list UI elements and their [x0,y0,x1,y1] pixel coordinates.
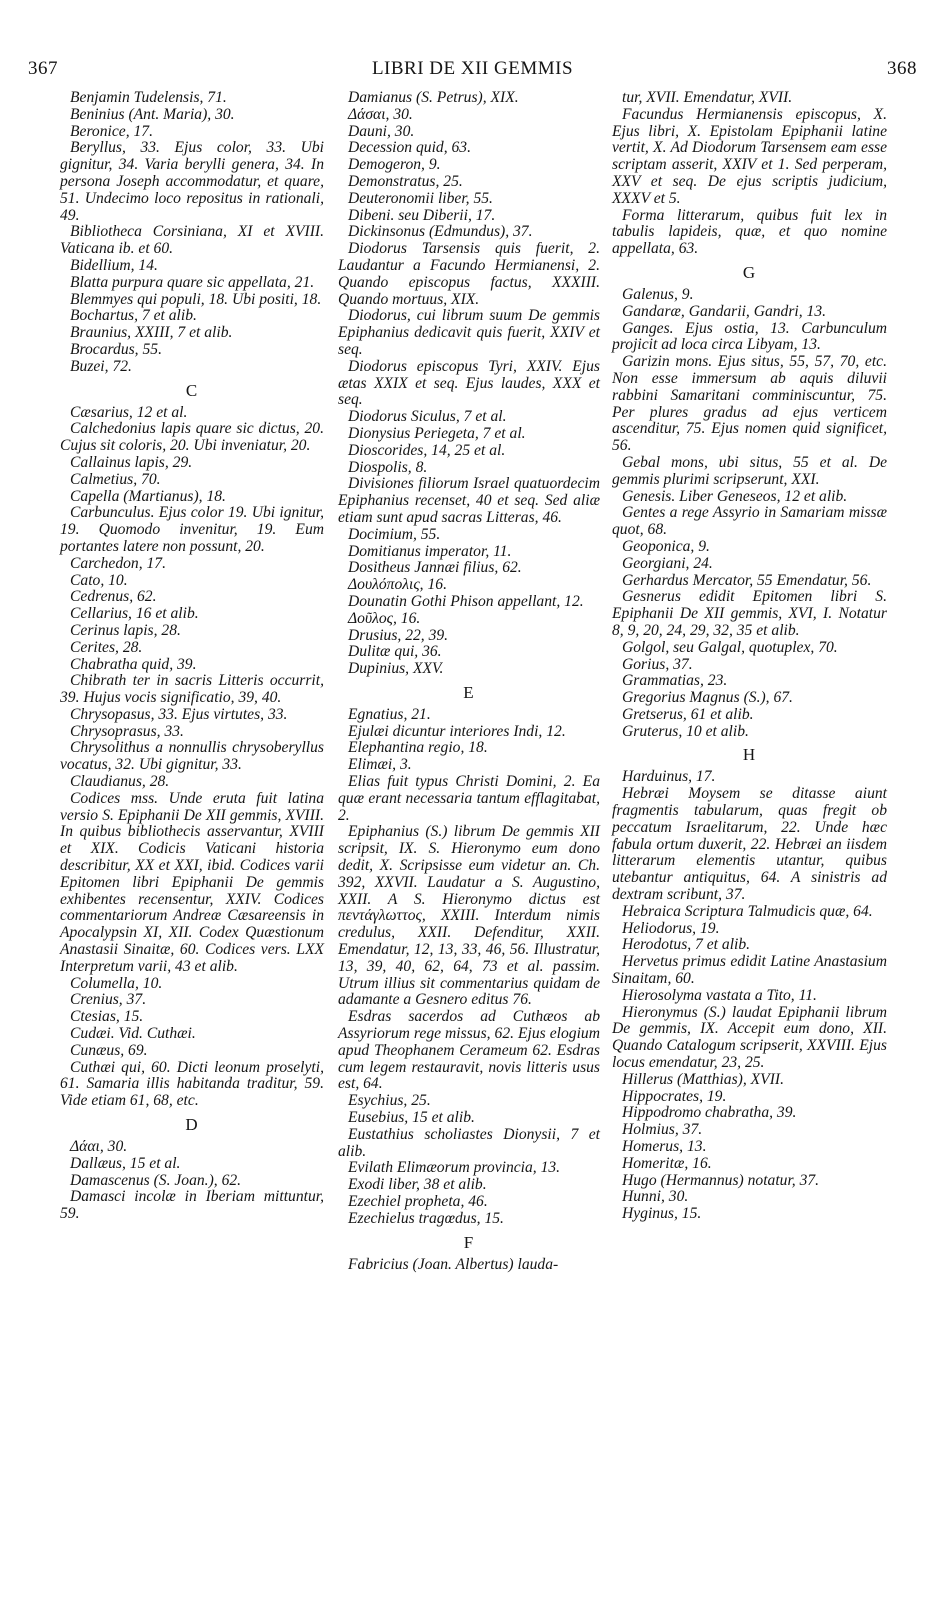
index-entry: Drusius, 22, 39. [348,626,449,644]
index-entry: Ejulæi dicuntur interiores Indi, 12. [348,722,566,740]
index-entry: Dulitæ qui, 36. [348,643,442,661]
index-entry: Codices mss. Unde eruta fuit latina versio S. Epiphanii De XII gemmis, XVIII. In quibus bibliothecis asservantur, XVIII et XIX. Codicis Vaticani historia describitur, XX et XXI, ibid. Codices varii Epitomen libri Epiphanii De gemmis exhibentes recensentur, XXIV. Codices commentariorum Andreæ Cæsareensis in Apocalypsin XI, XII. Codex Quæstionum Anastasii Sinaitæ, 60. Codices vers. LXX Interpretum varii, 43 et alib. [60,789,324,975]
index-entry: Cudæi. Vid. Cuthæi. [70,1025,196,1043]
index-entry: Diodorus, cui librum suum De gemmis Epiphanius dedicavit quis fuerit, XXIV et seq. [338,307,600,358]
section-letter: G [742,262,757,282]
index-entry: Bidellium, 14. [70,256,158,274]
index-entry: Braunius, XXIII, 7 et alib. [70,324,233,342]
index-entry: Georgiani, 24. [622,554,713,572]
index-entry: Callainus lapis, 29. [70,453,193,471]
index-entry: Damasci incolæ in Iberiam mittuntur, 59. [60,1188,324,1223]
index-entry: Deuteronomii liber, 55. [348,189,493,207]
index-entry: tur, XVII. Emendatur, XVII. [622,89,793,106]
index-entry: Hippocrates, 19. [622,1087,727,1105]
index-entry: Eusebius, 15 et alib. [348,1109,475,1127]
index-entry: Herodotus, 7 et alib. [622,936,751,954]
index-entry: Cato, 10. [70,571,128,589]
index-entry: Cerites, 28. [70,638,143,656]
index-entry: Grammatias, 23. [622,672,728,690]
index-entry: Golgol, seu Galgal, quotuplex, 70. [622,638,838,656]
index-entry: Δάσαι, 30. [348,105,413,123]
index-entry: Cuthæi qui, 60. Dicti leonum proselyti, 61. Samaria illis habitanda traditur, 59. Vide etiam 61, 68, etc. [60,1058,324,1110]
index-entry: Hierosolyma vastata a Tito, 11. [622,986,817,1004]
index-entry: Holmius, 37. [622,1121,703,1139]
index-entry: Hippodromo chabratha, 39. [622,1104,797,1122]
running-title: LIBRI DE XII GEMMIS [371,58,574,79]
index-entry: Egnatius, 21. [348,705,431,723]
index-entry: Diodorus Siculus, 7 et al. [348,408,507,426]
index-entry: Dallæus, 15 et al. [70,1154,181,1172]
index-entry: Chabratha quid, 39. [70,655,197,673]
index-entry: Diodorus Tarsensis quis fuerit, 2. Laudantur a Facundo Hermianensi, 2. Quando episcopus factus, XXXIII. Quando mortuus, XIX. [338,240,600,308]
index-entry: Gretserus, 61 et alib. [622,705,754,723]
index-entry: Demonstratus, 25. [348,172,463,190]
index-entry: Genesis. Liber Geneseos, 12 et alib. [622,487,848,505]
index-entry: Dositheus Jannæi filius, 62. [348,559,522,577]
index-entry: Ganges. Ejus ostia, 13. Carbunculum projicit ad loca circa Libyam, 13. [612,319,887,354]
index-entry: Hieronymus (S.) laudat Epiphanii librum De gemmis, IX. Accepit eum dono, XII. Quando Catalogum scripserit, XXVIII. Ejus locus emendatur, 23, 25. [612,1003,887,1072]
index-entry: Gruterus, 10 et alib. [622,722,749,740]
index-entry: Demogeron, 9. [348,156,441,174]
index-entry: Bochartus, 7 et alib. [70,307,197,325]
index-entry: Cedrenus, 62. [70,588,157,606]
index-entry: Gentes a rege Assyrio in Samariam missæ quot, 68. [612,504,887,539]
index-entry: Diospolis, 8. [348,458,428,476]
index-entry: Calmetius, 70. [70,470,161,488]
index-entry: Brocardus, 55. [70,340,162,358]
index-entry: Harduinus, 17. [622,768,716,786]
index-entry: Gregorius Magnus (S.), 67. [622,689,793,707]
index-entry: Domitianus imperator, 11. [348,542,512,560]
index-entry: Cunæus, 69. [70,1041,148,1059]
index-entry: Gesnerus edidit Epitomen libri S. Epiphanii De XII gemmis, XVI, I. Notatur 8, 9, 20, 24, 29, 32, 35 et alib. [612,588,887,639]
section-letter: C [185,380,199,400]
index-entry: Epiphanius (S.) librum De gemmis XII scripsit, IX. S. Hieronymo eum dono dedit, X. Scripsisse eum videtur an. Ch. 392, XXVII. Laudatur a S. Augustino, XXII. A S. Hieronymo dictus est πεντάγλωττος, XXIII. Interdum nimis credulus, XXII. Defenditur, XXII. Emendatur, 12, 13, 33, 46, 56. Illustratur, 13, 39, 40, 62, 64, 73 et al. passim. Utrum illius sit commentarius quidam de adamante a Gesnero editus 76. [338,823,600,1009]
index-entry: Heliodorus, 19. [622,919,720,937]
index-entry: Δουλόπολις, 16. [348,576,447,594]
index-column-2 [338,90,600,1273]
index-entry: Elimæi, 3. [348,756,412,774]
index-entry: Damianus (S. Petrus), XIX. [348,89,519,106]
index-entry: Decession quid, 63. [348,139,471,157]
index-entry: Garizin mons. Ejus situs, 55, 57, 70, etc. Non esse immersum ab aquis diluvii rabbini Samaritani comminiscuntur, 75. Per plures gradus ad ejus verticem ascenditur, 75. Ejus nomen quid significet, 56. [612,353,887,455]
index-entry: Homerus, 13. [622,1138,707,1156]
index-entry: Ezechielus tragœdus, 15. [348,1209,504,1227]
index-entry: Gerhardus Mercator, 55 Emendatur, 56. [622,571,872,589]
index-entry: Gandaræ, Gandarii, Gandri, 13. [622,302,827,320]
index-column-3 [612,90,887,1223]
index-entry: Dupinius, XXV. [348,660,444,678]
index-entry: Elephantina regio, 18. [348,739,488,757]
running-header [28,58,917,84]
index-entry: Facundus Hermianensis episcopus, X. Ejus libri, X. Epistolam Epiphanii latine vertit, X. Ad Diodorum Tarsensem eam esse scriptam asserit, XXIV et 1. Sed perperam, XXV et seq. De ejus scriptis judicium, XXXV et 5. [612,105,887,207]
index-entry: Δοῦλος, 16. [348,609,421,627]
index-entry: Eustathius scholiastes Dionysii, 7 et alib. [338,1125,600,1160]
index-entry: Esychius, 25. [348,1092,431,1110]
index-entry: Capella (Martianus), 18. [70,487,226,505]
index-entry: Chibrath ter in sacris Litteris occurrit, 39. Hujus vocis significatio, 39, 40. [60,672,324,707]
index-entry: Dickinsonus (Edmundus), 37. [348,223,533,241]
index-column-1 [60,90,324,1223]
section-letter: D [185,1115,199,1135]
index-entry: Cerinus lapis, 28. [70,621,181,639]
index-entry: Exodi liber, 38 et alib. [348,1176,487,1194]
index-entry: Hervetus primus edidit Latine Anastasium Sinaitam, 60. [612,953,887,988]
index-entry: Divisiones filiorum Israel quatuordecim Epiphanius recenset, 40 et seq. Sed aliæ etiam sunt apud sacras Litteras, 46. [338,475,600,526]
index-entry: Bibliotheca Corsiniana, XI et XVIII. Vaticana ib. et 60. [60,223,324,258]
index-entry: Dionysius Periegeta, 7 et al. [348,424,526,442]
index-entry: Diodorus episcopus Tyri, XXIV. Ejus ætas XXIX et seq. Ejus laudes, XXX et seq. [338,357,600,409]
index-entry: Benjamin Tudelensis, 71. [70,89,227,106]
index-entry: Gebal mons, ubi situs, 55 et al. De gemmis plurimi scripserunt, XXI. [612,453,887,488]
index-entry: Cellarius, 16 et alib. [70,605,199,623]
index-entry: Docimium, 55. [348,525,441,543]
index-entry: Beryllus, 33. Ejus color, 33. Ubi gignitur, 34. Varia berylli genera, 34. In persona Joseph accommodatur, et quare, 51. Undecimo loco repositus in rationali, 49. [60,139,324,224]
index-entry: Esdras sacerdos ad Cuthæos ab Assyriorum rege missus, 62. Ejus elogium apud Theophanem Cerameum 62. Esdras cum legem restauravit, novis litteris usus est, 64. [338,1008,600,1093]
index-entry: Claudianus, 28. [70,773,170,791]
index-entry: Calchedonius lapis quare sic dictus, 20. Cujus sit coloris, 20. Ubi inveniatur, 20. [60,420,324,455]
index-entry: Ezechiel propheta, 46. [348,1193,488,1210]
index-entry: Dibeni. seu Diberii, 17. [348,206,496,224]
index-entry: Δάαι, 30. [70,1138,128,1156]
index-entry: Columella, 10. [70,974,163,992]
page-number-left: 367 [28,58,58,79]
index-entry: Chrysolithus a nonnullis chrysoberyllus vocatus, 32. Ubi gignitur, 33. [60,739,324,774]
index-entry: Hebræi Moysem se ditasse aiunt fragmentis tabularum, quas fregit ob peccatum Israelitarum, 22. Unde hæc fabula ortum duxerit, 22. Hebræi an iisdem litterarum elementis utantur, quibus utebantur antiquitus, 64. A sinistris ad dextram scribunt, 37. [612,785,887,904]
index-entry: Damascenus (S. Joan.), 62. [70,1171,242,1189]
section-letter: H [742,745,757,765]
index-entry: Hyginus, 15. [622,1205,702,1223]
index-entry: Carchedon, 17. [70,554,167,572]
index-entry: Evilath Elimæorum provincia, 13. [348,1159,561,1177]
index-entry: Crenius, 37. [70,991,147,1009]
index-entry: Chrysoprasus, 33. [70,722,184,740]
index-entry: Dauni, 30. [348,122,415,140]
index-entry: Geoponica, 9. [622,537,710,555]
index-entry: Forma litterarum, quibus fuit lex in tabulis lapideis, quæ, et quo nomine appellata, 63. [612,206,887,258]
index-entry: Buzei, 72. [70,357,132,375]
index-entry: Blatta purpura quare sic appellata, 21. [70,273,315,291]
index-entry: Elias fuit typus Christi Domini, 2. Ea quæ erant necessaria tantum efflagitabat, 2. [338,773,600,824]
index-entry: Gorius, 37. [622,655,693,673]
index-entry: Hugo (Hermannus) notatur, 37. [622,1171,820,1189]
index-entry: Cæsarius, 12 et al. [70,403,188,421]
index-entry: Blemmyes qui populi, 18. Ubi positi, 18. [70,290,322,308]
index-entry: Hunni, 30. [622,1188,689,1206]
page-number-right: 368 [887,58,917,79]
section-letter: F [463,1232,475,1252]
index-entry: Chrysopasus, 33. Ejus virtutes, 33. [70,705,288,723]
index-entry: Ctesias, 15. [70,1008,144,1026]
section-letter: E [463,682,475,702]
index-entry: Carbunculus. Ejus color 19. Ubi ignitur, 19. Quomodo invenitur, 19. Eum portantes latere non possunt, 20. [60,504,324,555]
index-entry: Galenus, 9. [622,285,694,303]
index-entry: Hillerus (Matthias), XVII. [622,1070,784,1088]
index-entry: Hebraica Scriptura Talmudicis quæ, 64. [622,902,873,920]
index-entry: Beronice, 17. [70,122,153,140]
index-entry: Dounatin Gothi Phison appellant, 12. [348,592,584,610]
index-entry: Dioscorides, 14, 25 et al. [348,441,506,459]
index-entry: Homeritæ, 16. [622,1154,712,1172]
index-entry: Beninius (Ant. Maria), 30. [70,105,235,123]
index-entry: Fabricius (Joan. Albertus) lauda- [348,1255,559,1273]
